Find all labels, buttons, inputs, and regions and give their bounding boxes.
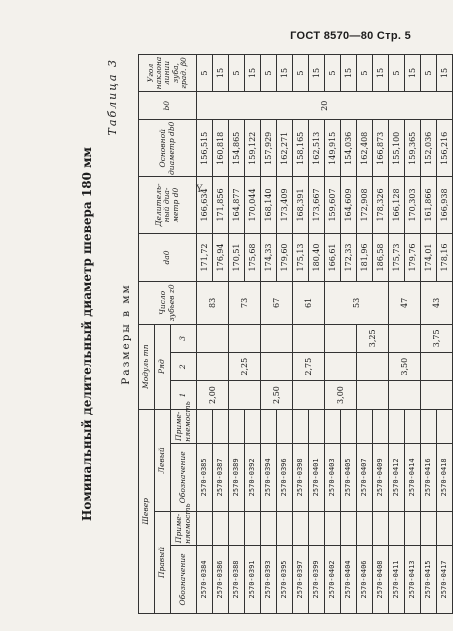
table-row <box>197 55 213 614</box>
db0-value: 158,165 <box>293 120 309 177</box>
header-right: Правый <box>155 511 171 613</box>
header-row-2: 2 <box>171 352 197 380</box>
left-designation: 2570-0416 <box>421 443 437 511</box>
right-designation: 2570-0411 <box>389 545 405 613</box>
da0-value: 176,94 <box>213 233 229 281</box>
right-designation: 2570-0406 <box>357 545 373 613</box>
left-designation: 2570-0418 <box>437 443 453 511</box>
right-designation: 2570-0393 <box>261 545 277 613</box>
gost-page-header: ГОСТ 8570—80 Стр. 5 <box>290 30 411 42</box>
d0-value: 161,866 <box>421 177 437 234</box>
table-row <box>229 55 245 614</box>
module-value: 2,75 <box>293 352 325 380</box>
table-row <box>421 55 437 614</box>
right-designation: 2570-0415 <box>421 545 437 613</box>
b0-value: 20 <box>197 92 453 120</box>
header-row-1: 1 <box>171 381 197 409</box>
right-designation: 2570-0395 <box>277 545 293 613</box>
teeth-value: 43 <box>421 282 453 325</box>
da0-value: 172,33 <box>341 233 357 281</box>
beta-value: 5 <box>357 55 373 92</box>
module-value: 3,50 <box>389 352 421 380</box>
module-value: 3,25 <box>357 324 389 352</box>
table-row <box>389 55 405 614</box>
teeth-value: 73 <box>229 282 261 325</box>
db0-value: 154,865 <box>229 120 245 177</box>
right-designation: 2570-0391 <box>245 545 261 613</box>
da0-value: 175,13 <box>293 233 309 281</box>
table-number: Таблица 3 <box>106 58 119 136</box>
right-designation: 2570-0402 <box>325 545 341 613</box>
left-designation: 2570-0385 <box>197 443 213 511</box>
beta-value: 15 <box>341 55 357 92</box>
teeth-value: 83 <box>197 282 229 325</box>
d0-value: 170,303 <box>405 177 421 234</box>
da0-value: 174,33 <box>261 233 277 281</box>
module-value: 2,00 <box>197 381 229 409</box>
db0-value: 162,408 <box>357 120 373 177</box>
teeth-value: 67 <box>261 282 293 325</box>
beta-value: 15 <box>245 55 261 92</box>
right-designation: 2570-0399 <box>309 545 325 613</box>
header-b0: b0 <box>139 92 197 120</box>
d0-value: 171,856 <box>213 177 229 234</box>
db0-value: 162,513 <box>309 120 325 177</box>
header-left-designation: Обозначение <box>171 443 197 511</box>
db0-value: 152,036 <box>421 120 437 177</box>
db0-value: 149,915 <box>325 120 341 177</box>
right-designation: 2570-0397 <box>293 545 309 613</box>
beta-value: 15 <box>213 55 229 92</box>
da0-value: 170,51 <box>229 233 245 281</box>
left-designation: 2570-0394 <box>261 443 277 511</box>
table-row <box>293 55 309 614</box>
right-designation: 2570-0417 <box>437 545 453 613</box>
shaver-table <box>138 54 453 614</box>
right-designation: 2570-0404 <box>341 545 357 613</box>
da0-value: 179,76 <box>405 233 421 281</box>
d0-value: 168,140 <box>261 177 277 234</box>
left-designation: 2570-0387 <box>213 443 229 511</box>
d0-value: 166,938 <box>437 177 453 234</box>
da0-value: 174,01 <box>421 233 437 281</box>
db0-value: 157,929 <box>261 120 277 177</box>
header-left: Левый <box>155 409 171 511</box>
right-designation: 2570-0408 <box>373 545 389 613</box>
left-designation: 2570-0401 <box>309 443 325 511</box>
da0-value: 180,40 <box>309 233 325 281</box>
header-row-3: 3 <box>171 324 197 352</box>
db0-value: 160,818 <box>213 120 229 177</box>
da0-value: 179,60 <box>277 233 293 281</box>
left-designation: 2570-0392 <box>245 443 261 511</box>
db0-value: 159,122 <box>245 120 261 177</box>
header-module: Модуль mn <box>139 324 155 409</box>
db0-value: 162,271 <box>277 120 293 177</box>
db0-value: 154,036 <box>341 120 357 177</box>
header-teeth: Число зубьев z0 <box>139 282 197 325</box>
db0-value: 155,100 <box>389 120 405 177</box>
left-designation: 2570-0405 <box>341 443 357 511</box>
beta-value: 5 <box>325 55 341 92</box>
left-designation: 2570-0407 <box>357 443 373 511</box>
module-value: 3,00 <box>325 381 357 409</box>
module-value: 3,75 <box>421 324 453 352</box>
right-designation: 2570-0413 <box>405 545 421 613</box>
d0-value: 173,667 <box>309 177 325 234</box>
d0-value: 164,609 <box>341 177 357 234</box>
beta-value: 15 <box>309 55 325 92</box>
left-designation: 2570-0403 <box>325 443 341 511</box>
left-designation: 2570-0412 <box>389 443 405 511</box>
da0-value: 166,61 <box>325 233 341 281</box>
left-designation: 2570-0396 <box>277 443 293 511</box>
d0-value: 166,634 <box>197 177 213 234</box>
header-angle: Угол наклона линии зуба, град. β0 <box>139 55 197 92</box>
beta-value: 15 <box>405 55 421 92</box>
right-designation: 2570-0384 <box>197 545 213 613</box>
module-value: 2,50 <box>261 381 293 409</box>
module-value: 2,25 <box>229 352 261 380</box>
beta-value: 5 <box>389 55 405 92</box>
header-right-application: Приме- няемость <box>171 511 197 545</box>
db0-value: 156,216 <box>437 120 453 177</box>
header-shaver: Шевер <box>139 409 155 613</box>
left-designation: 2570-0414 <box>405 443 421 511</box>
db0-value: 166,873 <box>373 120 389 177</box>
table-subtitle: Размеры в мм <box>120 283 132 385</box>
d0-value: 168,391 <box>293 177 309 234</box>
d0-value: 170,044 <box>245 177 261 234</box>
da0-value: 186,58 <box>373 233 389 281</box>
teeth-value: 61 <box>293 282 325 325</box>
d0-value: 173,409 <box>277 177 293 234</box>
db0-value: 159,365 <box>405 120 421 177</box>
beta-value: 5 <box>293 55 309 92</box>
db0-value: 156,515 <box>197 120 213 177</box>
d0-value: 159,607 <box>325 177 341 234</box>
table-row <box>357 55 373 614</box>
beta-value: 5 <box>421 55 437 92</box>
beta-value: 15 <box>277 55 293 92</box>
da0-value: 175,73 <box>389 233 405 281</box>
table-row <box>325 55 341 614</box>
da0-value: 171,72 <box>197 233 213 281</box>
beta-value: 15 <box>373 55 389 92</box>
d0-value: 178,326 <box>373 177 389 234</box>
table-title: Номинальный делительный диаметр шевера 180 мм <box>80 147 94 521</box>
d0-value: 164,877 <box>229 177 245 234</box>
header-da0: da0 <box>139 233 197 281</box>
da0-value: 175,68 <box>245 233 261 281</box>
beta-value: 5 <box>261 55 277 92</box>
d0-value: 166,128 <box>389 177 405 234</box>
right-designation: 2570-0386 <box>213 545 229 613</box>
beta-value: 5 <box>229 55 245 92</box>
header-right-designation: Обозначение <box>171 545 197 613</box>
table-row <box>261 55 277 614</box>
right-designation: 2570-0388 <box>229 545 245 613</box>
beta-value: 5 <box>197 55 213 92</box>
da0-value: 181,96 <box>357 233 373 281</box>
da0-value: 178,16 <box>437 233 453 281</box>
header-row: Ряд <box>155 324 171 409</box>
header-left-application: Приме- няемость <box>171 409 197 443</box>
left-designation: 2570-0389 <box>229 443 245 511</box>
teeth-value: 47 <box>389 282 421 325</box>
beta-value: 15 <box>437 55 453 92</box>
rotated-table-page <box>76 54 449 614</box>
header-pitch-diameter: Делитель- ный диа- метр d0 <box>139 177 197 234</box>
left-designation: 2570-0398 <box>293 443 309 511</box>
teeth-value: 53 <box>325 282 389 325</box>
d0-value: 172,908 <box>357 177 373 234</box>
scan-mark: Y <box>196 184 203 195</box>
header-base-diameter: Основной диаметр db0 <box>139 120 197 177</box>
left-designation: 2570-0409 <box>373 443 389 511</box>
